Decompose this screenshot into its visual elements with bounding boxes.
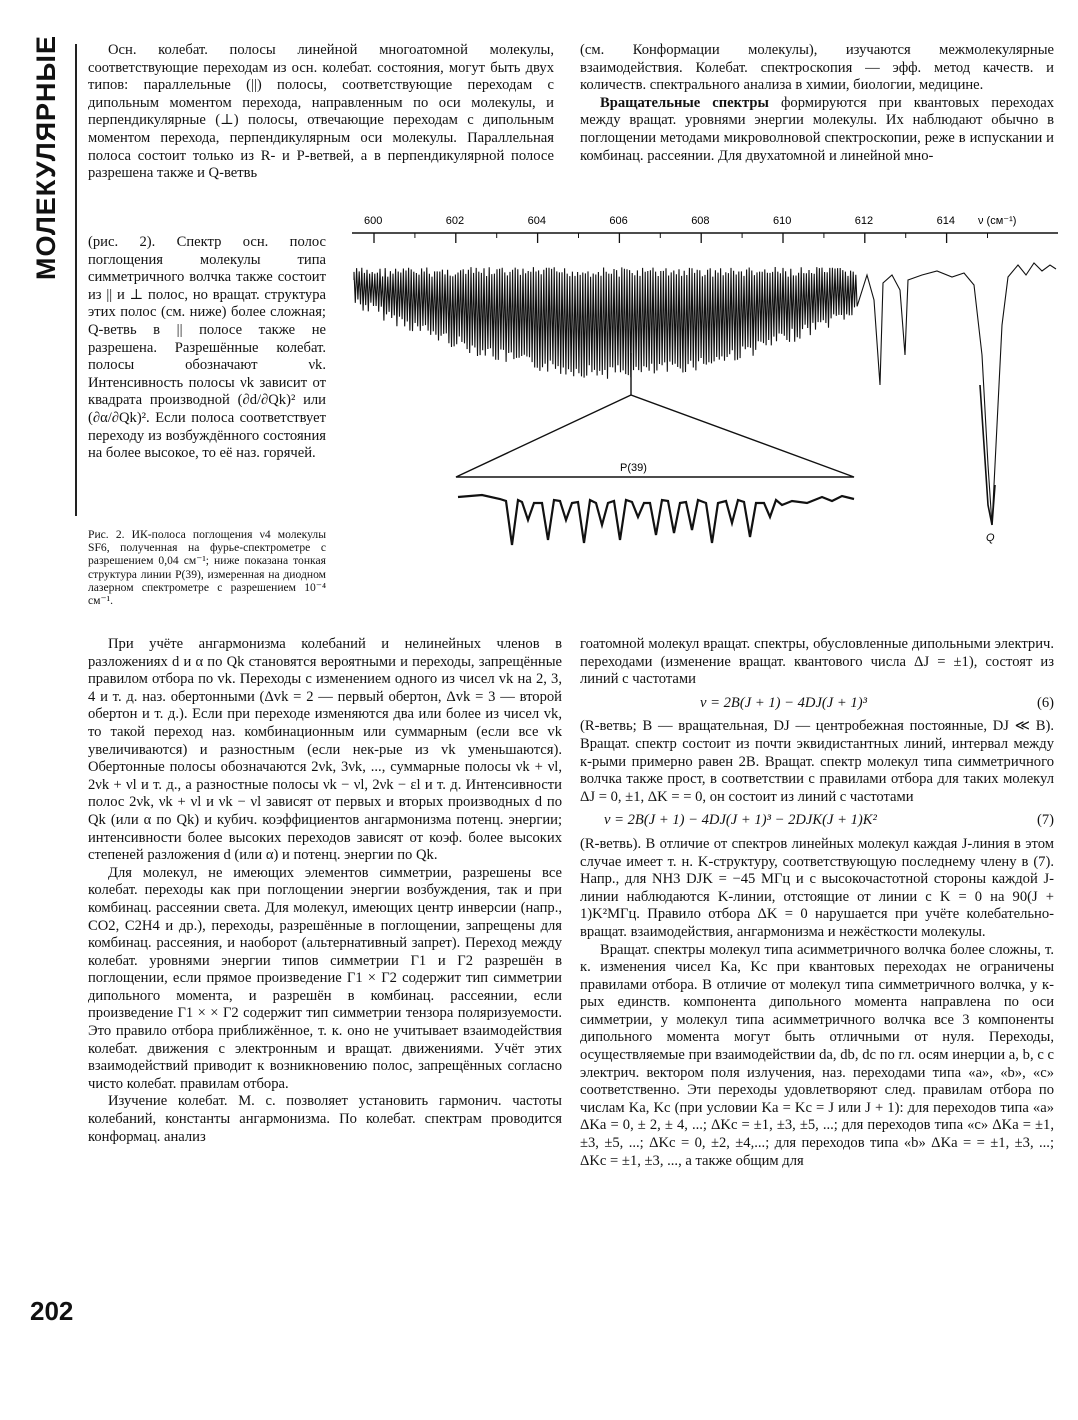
equation-7-number: (7) (1036, 812, 1054, 829)
page-number: 202 (30, 1296, 74, 1326)
axis-ticks (364, 215, 988, 243)
right-column-bottom (580, 636, 1054, 1170)
equation-7 (580, 812, 1054, 830)
right-column-top (580, 42, 1054, 165)
equation-6 (580, 695, 1054, 713)
paragraph: (см. Конформации молекулы), изучаются межмолекулярные взаимодействия. Колебат. спектроскопия — эфф. метод качеств. и количеств. спектрального анализа в химии, биологии, медицине. (580, 42, 1054, 94)
paragraph: (R-ветвь; B — вращательная, DJ — центробежная постоянные, DJ ≪ B). Вращат. спектр состоит из почти эквидистантных линий, интервал между к-рыми примерно равен 2B. Вращат. спектр молекул типа симметричного волчка также прост, в соответствии с правилами отбора для таких молекул ΔJ = 0, ±1, ΔK = = 0, он состоит из линий с частотами (580, 718, 1054, 805)
ir-band-trace (354, 263, 1056, 525)
paragraph: Изучение колебат. М. с. позволяет установить гармонич. частоты колебаний, константы ангармонизма. По колебат. спектрам проводится конформац. анализ (88, 1093, 562, 1145)
paragraph: (R-ветвь). В отличие от спектров линейных молекул каждая J-линия в этом случае имеет т. н. K-структуру, соответствующую последнему члену в (7). Напр., для NH3 DJK = −45 МГц и с высокочастотной стороны каждой J-линии наблюдаются K-линии, отстоящие от линии с K = 0 на 90(J + 1)K²МГц. Правило отбора ΔK = 0 нарушается при учёте колебательно-вращат. взаимодействия, ангармонизма и нежёсткости молекулы. (580, 835, 1054, 940)
paragraph: (рис. 2). Спектр осн. полос поглощения молекулы типа симметричного волчка также состоит из || и ⊥ полос, но вращат. структура этих полос (см. ниже) более сложная; Q-ветвь в || полосе также не разрешена. Разрешённые колебат. полосы обозначают νk. Интенсивность полосы νk зависит от квадрата производной (∂d/∂Qk)² или (∂α/∂Qk)². Если полоса соответствует переходу из возбуждённого состояния на более высокое, то её наз. горячей. (88, 234, 326, 462)
section-title-text: МОЛЕКУЛЯРНЫЕ (31, 35, 61, 280)
axis-tick-label: 608 (691, 215, 710, 227)
paragraph: Вращат. спектры молекул типа асимметричного волчка более сложны, т. к. изменения чисел Ka, Kc при квантовых переходах не ограничены правилами отбора. В отличие от молекул типа симметричного волчка, у к-рых единств. компонента дипольного момента направлена по оси симметрии, у молекул типа асимметричного волчка все 3 компоненты дипольного момента могут быть отличными от нуля. Переходы, осуществляемые при взаимодействии da, db, dc по гл. осям инерции a, b, c с электрич. вектором поля излучения, наз. переходами типа «a», «b», «c» соответственно. Эти переходы удовлетворяют след. правилам отбора по числам Ka, Kc (при условии Ka = Kc = J или J + 1): для переходов типа «a» ΔKa = 0, ± 2, ± 4, ...; ΔKc = ±1, ±3, ±5, ...; для переходов типа «c» ΔKa = ±1, ±3, ±5, ...; ΔKc = 0, ±2, ±4,...; для переходов типа «b» ΔKa = = ±1, ±3, ...; ΔKc = ±1, ±3, ..., а также общим для (580, 941, 1054, 1169)
equation-6-number: (6) (1036, 694, 1054, 711)
axis-tick-label: 600 (364, 215, 383, 227)
paragraph (580, 95, 1054, 165)
axis-tick-label: 614 (936, 215, 955, 227)
axis-tick-label: 602 (445, 215, 465, 227)
zoom-triangle (456, 395, 854, 477)
axis-tick-label: 606 (609, 215, 628, 227)
axis-tick-label: 612 (854, 215, 874, 227)
paragraph: Осн. колебат. полосы линейной многоатомной молекулы, соответствующие переходам из осн. колебат. состояния, могут быть двух типов: параллельные (||) полосы, соответствующие переходам с дипольным моментом перехода, направленным по оси молекулы, и перпендикулярные (⊥) полосы, отвечающие переходам с дипольным моментом перехода, перпендикулярным оси молекулы. Параллельная полоса состоит только из R- и P-ветвей, а в перпендикулярной полосе разрешена также и Q-ветвь (88, 42, 554, 182)
paragraph: При учёте ангармонизма колебаний и нелинейных членов в разложениях d и α по Qk становятся вероятными и переходы, запрещённые правилом отбора по vk. Переходы с изменением одного из чисел vk на 2, 3, 4 и т. д. наз. обертонными (Δvk = 2 — первый обертон, Δvk = 3 — второй обертон и т. д.). Если при переходе изменяются два или более из чисел vk, то такой переход наз. комбинационным или суммарным (если все vk увеличиваются) и разностным (если нек-рые из vk уменьшаются). Обертонные полосы обозначаются 2νk, 3νk, ..., суммарные полосы νk + νl, 2νk + νl и т. д., а разностные полосы νk − νl, 2νk − εl и т. д. Интенсивности полос 2νk, νk + νl и νk − νl зависят от первых и вторых производных d по Qk (или α по Qk) и кубич. коэффициентов ангармонизма потенц. энергии; интенсивности более высоких переходов зависят от коэф. более высоких степеней разложения d (или α) и потенц. энергии по Qk. (88, 636, 562, 864)
section-heading: Вращательные спектры (600, 94, 769, 111)
equation-7-body: ν = 2B(J + 1) − 4DJ(J + 1)³ − 2DJK(J + 1)K² (604, 812, 877, 829)
figure-caption: Рис. 2. ИК-полоса поглощения ν4 молекулы SF6, полученная на фурье-спектрометре с разрешением 0,04 см⁻¹; ниже показана тонкая структура линии P(39), измеренная на диодном лазерном спектрометре с разрешением 10⁻⁴ см⁻¹. (88, 528, 326, 608)
spectrum-plot (352, 205, 1060, 550)
figure-spectrum (352, 205, 1060, 550)
p39-fine-structure-trace (458, 495, 854, 545)
left-column-top (88, 42, 554, 183)
q-branch-label: Q (986, 532, 995, 544)
axis-unit-label: ν (см⁻¹) (978, 215, 1017, 227)
paragraph: Для молекул, не имеющих элементов симметрии, разрешены все колебат. переходы как при поглощении энергии возбуждения, так и при комбинац. рассеянии света. Для молекул, имеющих центр инверсии (напр., CO2, C2H4 и др.), переходы, разрешённые в поглощении, запрещены для комбинац. рассеяния, и наоборот (альтернативный запрет). Переход между колебат. уровнями энергии типов симметрии Γ1 и Γ2 разрешён в поглощении, если прямое произведение Γ1 × Γ2 содержит тип симметрии дипольного момента, и разрешён в комбинац. рассеянии, если произведение Γ1 × × Γ2 содержит тип симметрии тензора поляризуемости. Это правило отбора приближённое, т. к. оно не учитывает взаимодействия колебат. движения с электронным и вращат. движениями. Учёт этих взаимодействий приводит к возникновению полос, запрещённых согласно чисто колебат. правилам отбора. (88, 864, 562, 1092)
equation-6-body: ν = 2B(J + 1) − 4DJ(J + 1)³ (700, 694, 867, 711)
section-title-vertical (26, 35, 66, 280)
paragraph: гоатомной молекул вращат. спектры, обусловленные дипольными электрич. переходами (изменение вращат. квантового числа ΔJ = ±1), состоят из линий с частотами (580, 636, 1054, 688)
axis-tick-label: 610 (773, 215, 792, 227)
p39-label: P(39) (620, 462, 647, 474)
paragraph-text: формируются при квантовых переходах между вращат. уровнями энергии молекулы. Их наблюдают обычно в поглощении методами микроволновой спектроскопии, реже в испускании и комбинац. рассеянии. Для двухатомной и линейной мно- (580, 94, 1054, 164)
axis-tick-label: 604 (527, 215, 546, 227)
left-column-narrow (88, 234, 326, 463)
side-rule (75, 44, 77, 516)
left-column-bottom (88, 636, 562, 1146)
